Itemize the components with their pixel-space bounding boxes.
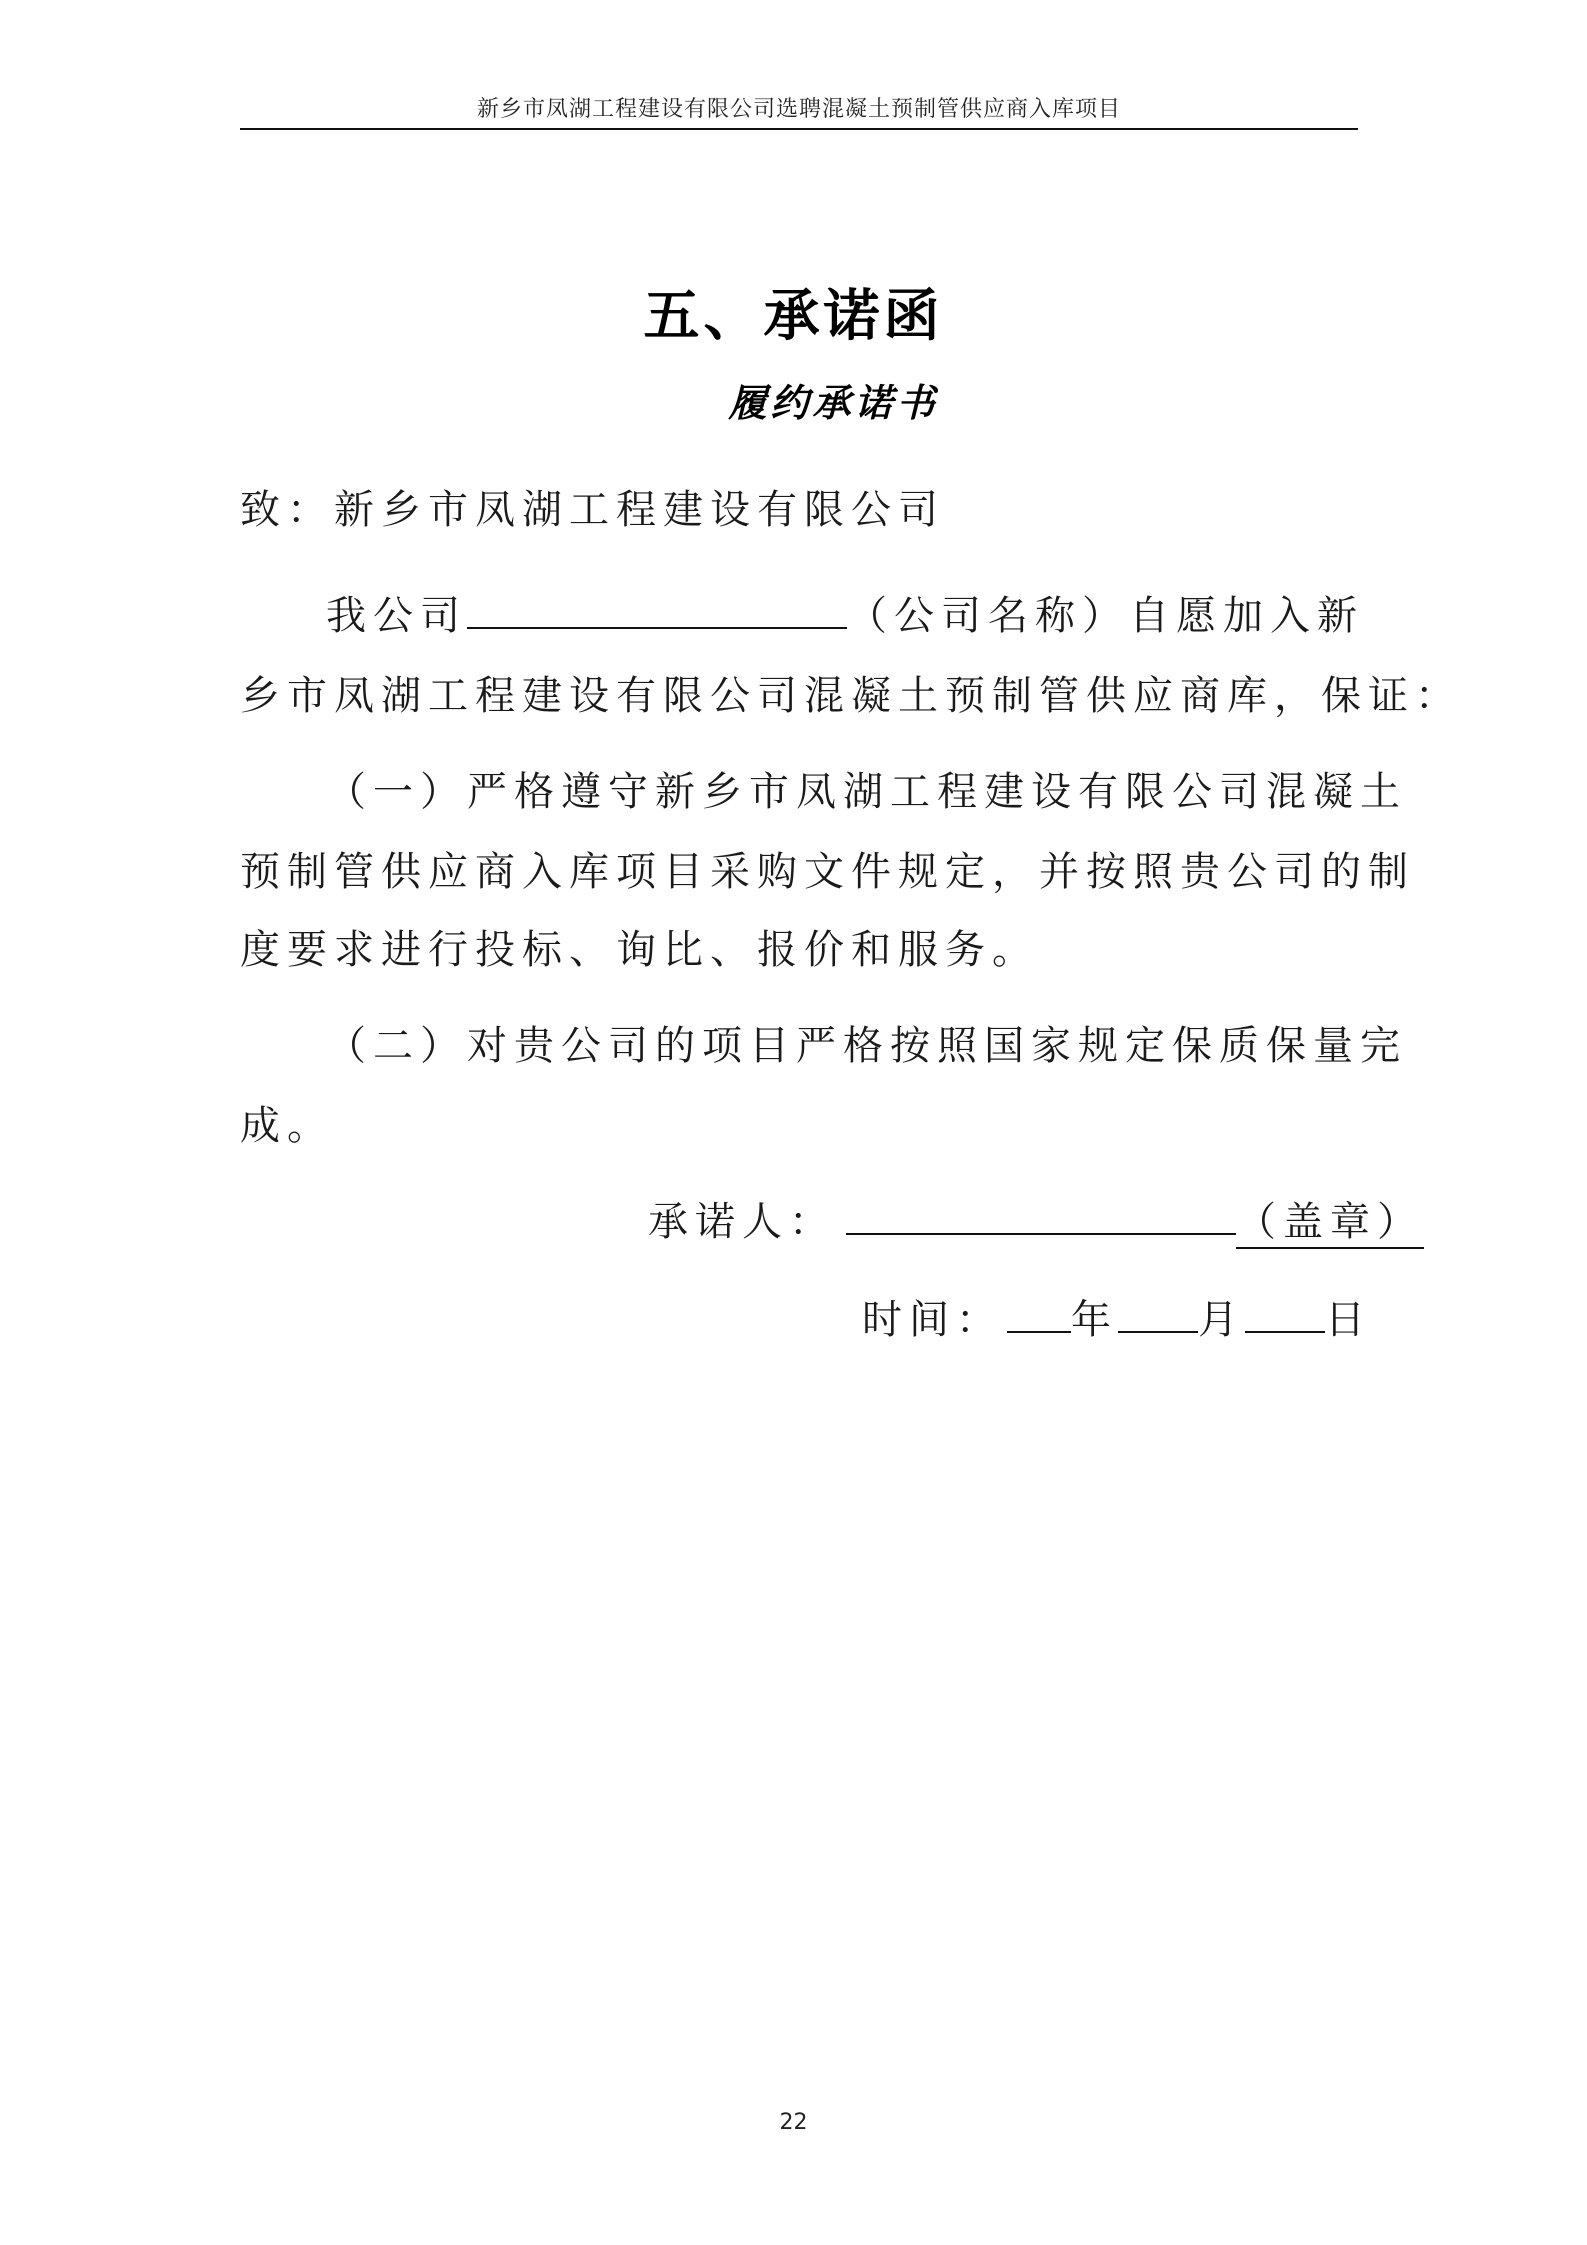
para1-lead: 我公司 bbox=[326, 593, 467, 639]
day-label: 日 bbox=[1325, 1297, 1372, 1343]
month-blank bbox=[1118, 1295, 1198, 1333]
running-header: 新乡市凤湖工程建设有限公司选聘混凝土预制管供应商入库项目 bbox=[476, 97, 1121, 122]
date-label: 时间： bbox=[862, 1297, 1003, 1343]
item-1-line-1: （一）严格遵守新乡市凤湖工程建设有限公司混凝土 bbox=[326, 769, 1407, 815]
company-name-blank bbox=[467, 591, 847, 629]
month-label: 月 bbox=[1198, 1297, 1245, 1343]
page-title: 五、承诺函 bbox=[643, 283, 944, 349]
page-number: 22 bbox=[779, 2110, 808, 2135]
year-blank bbox=[1007, 1295, 1071, 1333]
day-blank bbox=[1245, 1295, 1325, 1333]
item-2-line-1: （二）对贵公司的项目严格按照国家规定保质保量完 bbox=[326, 1023, 1407, 1069]
header-rule bbox=[240, 128, 1358, 130]
seal-label: （盖章） bbox=[1236, 1190, 1424, 1249]
paragraph-1-line-2: 乡市凤湖工程建设有限公司混凝土预制管供应商库，保证： bbox=[240, 673, 1462, 719]
item-2-line-2: 成。 bbox=[240, 1103, 334, 1149]
signer-line bbox=[648, 1190, 1424, 1249]
page-subtitle: 履约承诺书 bbox=[728, 380, 939, 425]
year-label: 年 bbox=[1071, 1297, 1118, 1343]
item-1-line-3: 度要求进行投标、询比、报价和服务。 bbox=[240, 927, 1039, 973]
paragraph-1-line-1 bbox=[326, 584, 1364, 641]
salutation: 致：新乡市凤湖工程建设有限公司 bbox=[240, 487, 945, 533]
para1-after-blank: （公司名称）自愿加入新 bbox=[847, 593, 1364, 639]
signer-label: 承诺人： bbox=[648, 1199, 836, 1245]
item-1-line-2: 预制管供应商入库项目采购文件规定，并按照贵公司的制 bbox=[240, 849, 1415, 895]
date-line bbox=[862, 1288, 1372, 1345]
signer-blank bbox=[846, 1197, 1236, 1235]
